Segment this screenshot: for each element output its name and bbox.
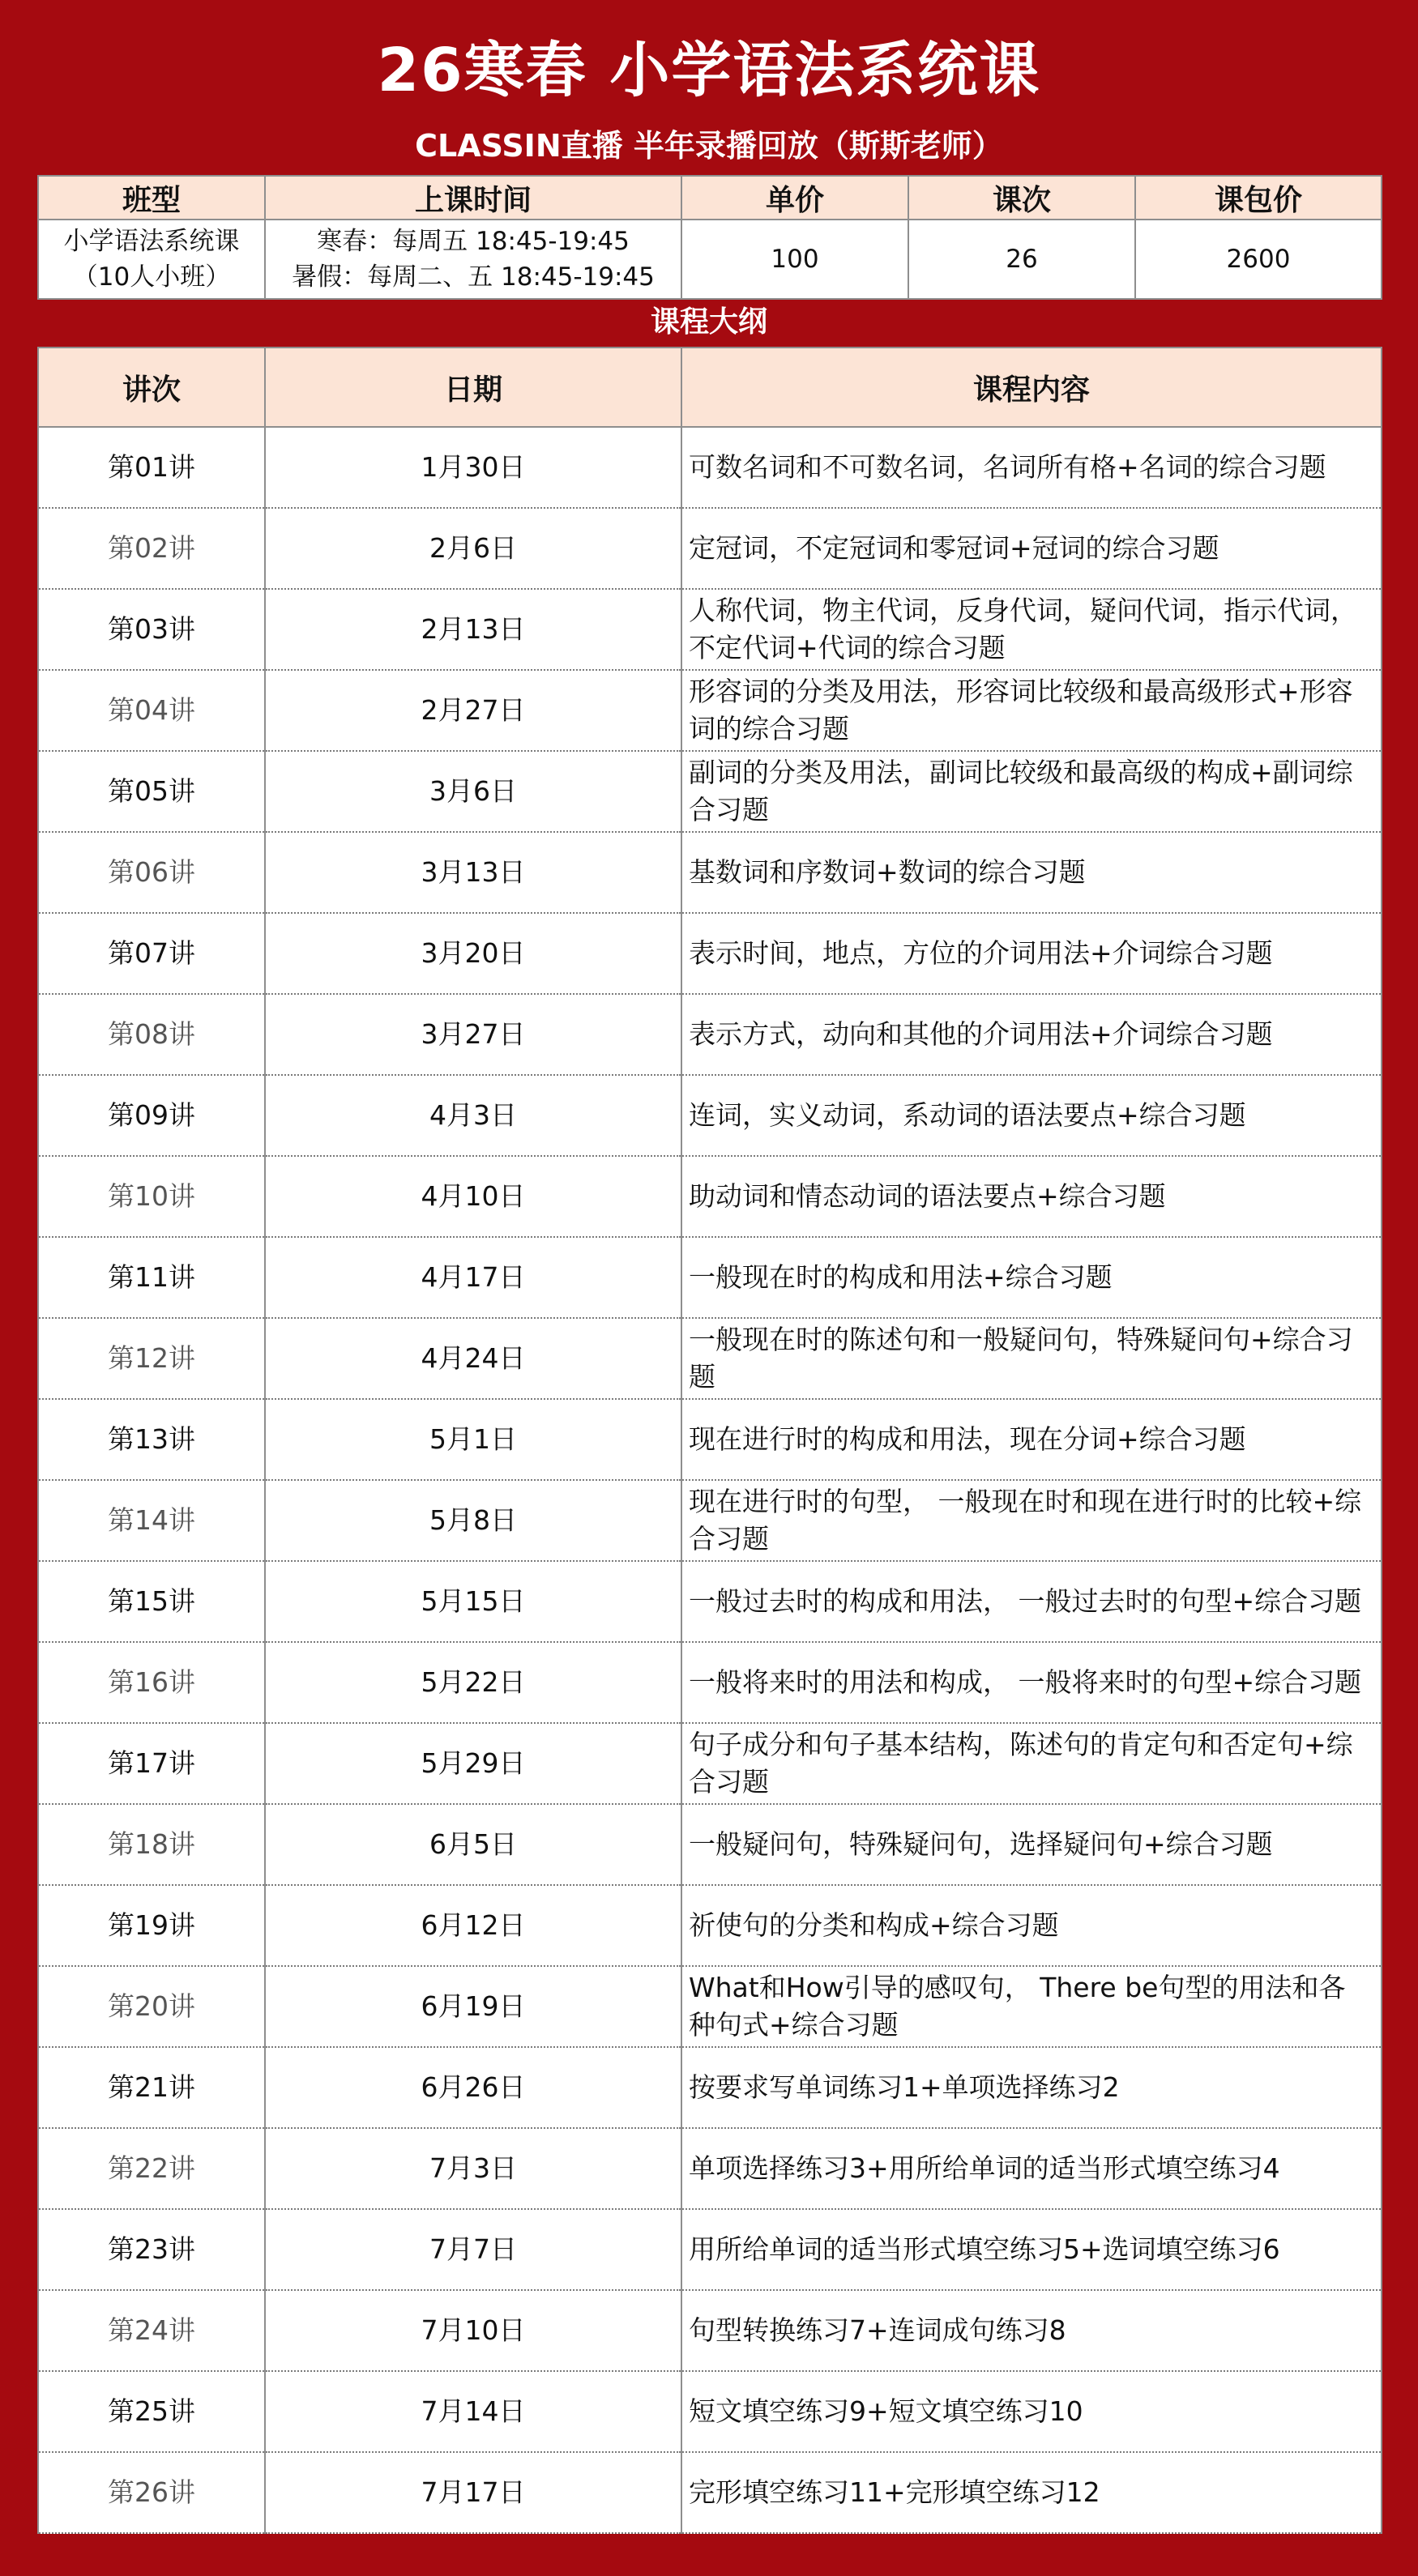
- class-info-table: [37, 175, 1382, 300]
- date-cell: 3月13日: [265, 832, 681, 913]
- date-cell: 6月19日: [265, 1966, 681, 2047]
- table-row: [38, 913, 1382, 994]
- lesson-cell: 第24讲: [38, 2290, 265, 2371]
- content-cell: 短文填空练习9+短文填空练习10: [681, 2371, 1382, 2452]
- table-row: [38, 751, 1382, 832]
- date-cell: 5月29日: [265, 1723, 681, 1804]
- content-cell: 表示方式，动向和其他的介词用法+介词综合习题: [681, 994, 1382, 1075]
- outline-header-row: [38, 348, 1382, 427]
- content-cell: 表示时间，地点，方位的介词用法+介词综合习题: [681, 913, 1382, 994]
- content-cell: 人称代词，物主代词，反身代词，疑问代词，指示代词，不定代词+代词的综合习题: [681, 589, 1382, 670]
- class-info-row: [38, 220, 1382, 299]
- date-cell: 4月24日: [265, 1318, 681, 1399]
- header-package-price: 课包价: [1135, 176, 1382, 220]
- content-cell: 用所给单词的适当形式填空练习5+选词填空练习6: [681, 2209, 1382, 2290]
- lesson-cell: 第22讲: [38, 2128, 265, 2209]
- lesson-cell: 第12讲: [38, 1318, 265, 1399]
- content-cell: 形容词的分类及用法，形容词比较级和最高级形式+形容词的综合习题: [681, 670, 1382, 751]
- content-cell: 一般将来时的用法和构成， 一般将来时的句型+综合习题: [681, 1642, 1382, 1723]
- lesson-cell: 第19讲: [38, 1885, 265, 1966]
- table-row: [38, 1075, 1382, 1156]
- header-content: 课程内容: [681, 348, 1382, 427]
- content-cell: 句型转换练习7+连词成句练习8: [681, 2290, 1382, 2371]
- date-cell: 6月12日: [265, 1885, 681, 1966]
- outline-rows: [38, 427, 1382, 2533]
- content-cell: 助动词和情态动词的语法要点+综合习题: [681, 1156, 1382, 1237]
- table-row: [38, 670, 1382, 751]
- content-cell: 一般过去时的构成和用法， 一般过去时的句型+综合习题: [681, 1561, 1382, 1642]
- lesson-cell: 第05讲: [38, 751, 265, 832]
- date-cell: 3月27日: [265, 994, 681, 1075]
- table-row: [38, 2290, 1382, 2371]
- lesson-cell: 第16讲: [38, 1642, 265, 1723]
- date-cell: 7月14日: [265, 2371, 681, 2452]
- table-row: [38, 1237, 1382, 1318]
- class-info-header-row: [38, 176, 1382, 220]
- date-cell: 6月26日: [265, 2047, 681, 2128]
- lesson-cell: 第02讲: [38, 508, 265, 589]
- table-row: [38, 1885, 1382, 1966]
- class-type-name: 小学语法系统课: [63, 227, 240, 256]
- lesson-cell: 第01讲: [38, 427, 265, 508]
- table-row: [38, 1642, 1382, 1723]
- header-sessions: 课次: [908, 176, 1135, 220]
- class-type-cell: [38, 220, 265, 299]
- table-row: [38, 2371, 1382, 2452]
- content-cell: 句子成分和句子基本结构，陈述句的肯定句和否定句+综合习题: [681, 1723, 1382, 1804]
- lesson-cell: 第08讲: [38, 994, 265, 1075]
- schedule-cell: [265, 220, 681, 299]
- lesson-cell: 第21讲: [38, 2047, 265, 2128]
- date-cell: 7月10日: [265, 2290, 681, 2371]
- table-row: [38, 2128, 1382, 2209]
- schedule-winter-spring: 寒春：每周五 18:45-19:45: [317, 227, 630, 256]
- table-row: [38, 508, 1382, 589]
- date-cell: 7月3日: [265, 2128, 681, 2209]
- schedule-summer: 暑假：每周二、五 18:45-19:45: [292, 262, 655, 292]
- sessions-cell: 26: [908, 220, 1135, 299]
- lesson-cell: 第25讲: [38, 2371, 265, 2452]
- header-lesson: 讲次: [38, 348, 265, 427]
- header-unit-price: 单价: [681, 176, 908, 220]
- course-outline-table: [37, 347, 1382, 2534]
- content-cell: 基数词和序数词+数词的综合习题: [681, 832, 1382, 913]
- package-price-cell: 2600: [1135, 220, 1382, 299]
- header-date: 日期: [265, 348, 681, 427]
- date-cell: 5月15日: [265, 1561, 681, 1642]
- lesson-cell: 第15讲: [38, 1561, 265, 1642]
- content-cell: 一般疑问句，特殊疑问句，选择疑问句+综合习题: [681, 1804, 1382, 1885]
- table-row: [38, 1480, 1382, 1561]
- lesson-cell: 第07讲: [38, 913, 265, 994]
- date-cell: 4月10日: [265, 1156, 681, 1237]
- content-cell: 现在进行时的句型， 一般现在时和现在进行时的比较+综合习题: [681, 1480, 1382, 1561]
- content-cell: 单项选择练习3+用所给单词的适当形式填空练习4: [681, 2128, 1382, 2209]
- date-cell: 5月8日: [265, 1480, 681, 1561]
- table-row: [38, 427, 1382, 508]
- outline-title: 课程大纲: [650, 305, 767, 339]
- lesson-cell: 第04讲: [38, 670, 265, 751]
- date-cell: 4月3日: [265, 1075, 681, 1156]
- date-cell: 3月20日: [265, 913, 681, 994]
- table-row: [38, 994, 1382, 1075]
- lesson-cell: 第03讲: [38, 589, 265, 670]
- unit-price-cell: 100: [681, 220, 908, 299]
- table-row: [38, 1561, 1382, 1642]
- lesson-cell: 第14讲: [38, 1480, 265, 1561]
- table-row: [38, 1804, 1382, 1885]
- lesson-cell: 第17讲: [38, 1723, 265, 1804]
- lesson-cell: 第13讲: [38, 1399, 265, 1480]
- table-row: [38, 2452, 1382, 2533]
- table-row: [38, 2209, 1382, 2290]
- lesson-cell: 第09讲: [38, 1075, 265, 1156]
- class-type-size: （10人小班）: [72, 262, 231, 292]
- page-title: 26寒春 小学语法系统课: [377, 36, 1041, 105]
- lesson-cell: 第20讲: [38, 1966, 265, 2047]
- content-cell: What和How引导的感叹句， There be句型的用法和各种句式+综合习题: [681, 1966, 1382, 2047]
- page-subtitle: CLASSIN直播 半年录播回放（斯斯老师）: [415, 128, 1003, 164]
- table-row: [38, 1723, 1382, 1804]
- date-cell: 6月5日: [265, 1804, 681, 1885]
- date-cell: 2月27日: [265, 670, 681, 751]
- content-cell: 现在进行时的构成和用法，现在分词+综合习题: [681, 1399, 1382, 1480]
- date-cell: 5月22日: [265, 1642, 681, 1723]
- lesson-cell: 第11讲: [38, 1237, 265, 1318]
- content-cell: 祈使句的分类和构成+综合习题: [681, 1885, 1382, 1966]
- table-row: [38, 1156, 1382, 1237]
- content-cell: 副词的分类及用法，副词比较级和最高级的构成+副词综合习题: [681, 751, 1382, 832]
- content-cell: 一般现在时的陈述句和一般疑问句，特殊疑问句+综合习题: [681, 1318, 1382, 1399]
- content-cell: 按要求写单词练习1+单项选择练习2: [681, 2047, 1382, 2128]
- date-cell: 4月17日: [265, 1237, 681, 1318]
- table-row: [38, 589, 1382, 670]
- header-schedule: 上课时间: [265, 176, 681, 220]
- lesson-cell: 第06讲: [38, 832, 265, 913]
- date-cell: 1月30日: [265, 427, 681, 508]
- content-cell: 定冠词，不定冠词和零冠词+冠词的综合习题: [681, 508, 1382, 589]
- content-cell: 连词，实义动词，系动词的语法要点+综合习题: [681, 1075, 1382, 1156]
- header-class-type: 班型: [38, 176, 265, 220]
- lesson-cell: 第26讲: [38, 2452, 265, 2533]
- date-cell: 2月6日: [265, 508, 681, 589]
- table-row: [38, 1966, 1382, 2047]
- lesson-cell: 第10讲: [38, 1156, 265, 1237]
- lesson-cell: 第18讲: [38, 1804, 265, 1885]
- table-row: [38, 1318, 1382, 1399]
- table-row: [38, 832, 1382, 913]
- date-cell: 7月7日: [265, 2209, 681, 2290]
- table-row: [38, 1399, 1382, 1480]
- date-cell: 3月6日: [265, 751, 681, 832]
- lesson-cell: 第23讲: [38, 2209, 265, 2290]
- date-cell: 7月17日: [265, 2452, 681, 2533]
- date-cell: 2月13日: [265, 589, 681, 670]
- content-cell: 可数名词和不可数名词，名词所有格+名词的综合习题: [681, 427, 1382, 508]
- content-cell: 完形填空练习11+完形填空练习12: [681, 2452, 1382, 2533]
- table-row: [38, 2047, 1382, 2128]
- date-cell: 5月1日: [265, 1399, 681, 1480]
- content-cell: 一般现在时的构成和用法+综合习题: [681, 1237, 1382, 1318]
